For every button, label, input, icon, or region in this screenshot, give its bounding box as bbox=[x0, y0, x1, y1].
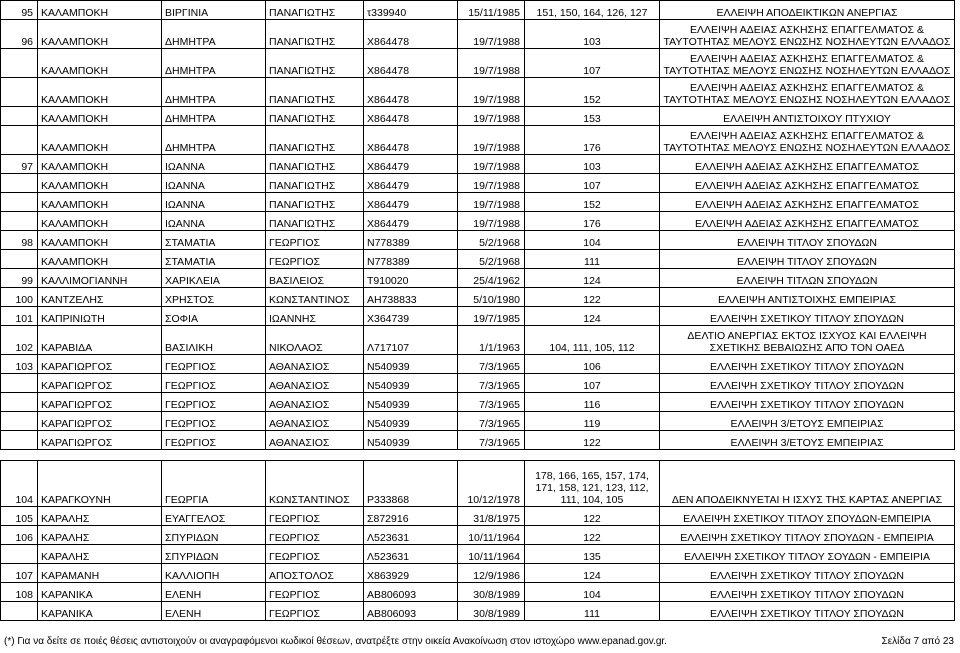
cell-birth-date: 19/7/1988 bbox=[458, 78, 525, 107]
cell-father-name: ΚΩΝΣΤΑΝΤΙΝΟΣ bbox=[266, 461, 364, 507]
cell-father-name: ΑΠΟΣΤΟΛΟΣ bbox=[266, 564, 364, 583]
cell-id-number: Λ523631 bbox=[364, 526, 458, 545]
cell-father-name: ΑΘΑΝΑΣΙΟΣ bbox=[266, 393, 364, 412]
cell-surname: ΚΑΡΑΓΙΩΡΓΟΣ bbox=[38, 431, 162, 450]
cell-rejection-reason: ΕΛΛΕΙΨΗ 3/ΕΤΟΥΣ ΕΜΠΕΙΡΙΑΣ bbox=[660, 431, 955, 450]
cell-rejection-reason: ΕΛΛΕΙΨΗ ΣΧΕΤΙΚΟΥ ΤΙΤΛΟΥ ΣΠΟΥΔΩΝ - ΕΜΠΕΙΡΙΑ bbox=[660, 526, 955, 545]
cell-number: 105 bbox=[1, 507, 38, 526]
cell-number: 95 bbox=[1, 1, 38, 20]
cell-number bbox=[1, 250, 38, 269]
cell-rejection-reason: ΕΛΛΕΙΨΗ ΑΔΕΙΑΣ ΑΣΚΗΣΗΣ ΕΠΑΓΓΕΛΜΑΤΟΣ & ΤΑΥΤΟΤΗΤΑΣ ΜΕΛΟΥΣ ΕΝΩΣΗΣ ΝΟΣΗΛΕΥΤΩΝ ΕΛΛΑΔΟΣ bbox=[660, 78, 955, 107]
cell-number bbox=[1, 393, 38, 412]
cell-number bbox=[1, 212, 38, 231]
cell-id-number: Ν540939 bbox=[364, 355, 458, 374]
cell-rejection-reason: ΕΛΛΕΙΨΗ ΑΝΤΙΣΤΟΙΧΟΥ ΠΤΥΧΙΟΥ bbox=[660, 107, 955, 126]
cell-rejection-reason: ΕΛΛΕΙΨΗ ΣΧΕΤΙΚΟΥ ΤΙΤΛΟΥ ΣΠΟΥΔΩΝ bbox=[660, 355, 955, 374]
cell-id-number: Χ864478 bbox=[364, 107, 458, 126]
cell-id-number: Λ717107 bbox=[364, 326, 458, 355]
cell-father-name: ΠΑΝΑΓΙΩΤΗΣ bbox=[266, 49, 364, 78]
footer-note: (*) Για να δείτε σε ποιές θέσεις αντιστοιχούν οι αναγραφόμενοι κωδικοί θέσεων, ανατρέξτε στην οικεία Ανακοίνωση στον ιστοχώρο www.epanad.gov.gr. bbox=[4, 636, 667, 647]
cell-surname: ΚΑΡΑΓΚΟΥΝΗ bbox=[38, 461, 162, 507]
cell-id-number: Χ863929 bbox=[364, 564, 458, 583]
table-row bbox=[1, 355, 955, 374]
cell-surname: ΚΑΡΑΝΙΚΑ bbox=[38, 583, 162, 602]
cell-number bbox=[1, 193, 38, 212]
table-row bbox=[1, 212, 955, 231]
cell-position-codes: 178, 166, 165, 157, 174, 171, 158, 121, 123, 112, 111, 104, 105 bbox=[525, 461, 660, 507]
cell-id-number: Ν778389 bbox=[364, 231, 458, 250]
cell-number: 102 bbox=[1, 326, 38, 355]
cell-position-codes: 106 bbox=[525, 355, 660, 374]
table-row bbox=[1, 231, 955, 250]
cell-birth-date: 30/8/1989 bbox=[458, 583, 525, 602]
table-row bbox=[1, 1, 955, 20]
cell-birth-date: 19/7/1988 bbox=[458, 174, 525, 193]
cell-surname: ΚΑΛΑΜΠΟΚΗ bbox=[38, 1, 162, 20]
cell-first-name: ΣΟΦΙΑ bbox=[162, 307, 266, 326]
cell-position-codes: 122 bbox=[525, 431, 660, 450]
cell-surname: ΚΑΛΑΜΠΟΚΗ bbox=[38, 49, 162, 78]
cell-surname: ΚΑΛΛΙΜΟΓΙΑΝΝΗ bbox=[38, 269, 162, 288]
cell-id-number: Χ864479 bbox=[364, 193, 458, 212]
table-row bbox=[1, 393, 955, 412]
cell-rejection-reason: ΕΛΛΕΙΨΗ ΣΧΕΤΙΚΟΥ ΤΙΤΛΟΥ ΣΠΟΥΔΩΝ bbox=[660, 564, 955, 583]
cell-birth-date: 25/4/1962 bbox=[458, 269, 525, 288]
table-row bbox=[1, 545, 955, 564]
cell-rejection-reason: ΕΛΛΕΙΨΗ ΣΧΕΤΙΚΟΥ ΤΙΤΛΟΥ ΣΠΟΥΔΩΝ bbox=[660, 307, 955, 326]
cell-father-name: ΓΕΩΡΓΙΟΣ bbox=[266, 545, 364, 564]
cell-first-name: ΙΩΑΝΝΑ bbox=[162, 155, 266, 174]
cell-birth-date: 5/2/1968 bbox=[458, 231, 525, 250]
cell-position-codes: 153 bbox=[525, 107, 660, 126]
cell-father-name: ΠΑΝΑΓΙΩΤΗΣ bbox=[266, 78, 364, 107]
cell-birth-date: 1/1/1963 bbox=[458, 326, 525, 355]
table-row bbox=[1, 374, 955, 393]
cell-number bbox=[1, 374, 38, 393]
cell-position-codes: 151, 150, 164, 126, 127 bbox=[525, 1, 660, 20]
cell-birth-date: 7/3/1965 bbox=[458, 355, 525, 374]
cell-position-codes: 104 bbox=[525, 583, 660, 602]
cell-birth-date: 7/3/1965 bbox=[458, 374, 525, 393]
cell-rejection-reason: ΕΛΛΕΙΨΗ ΣΧΕΤΙΚΟΥ ΤΙΤΛΟΥ ΣΠΟΥΔΩΝ bbox=[660, 602, 955, 621]
cell-position-codes: 103 bbox=[525, 20, 660, 49]
cell-first-name: ΒΙΡΓΙΝΙΑ bbox=[162, 1, 266, 20]
cell-number: 104 bbox=[1, 461, 38, 507]
cell-position-codes: 124 bbox=[525, 307, 660, 326]
cell-birth-date: 19/7/1988 bbox=[458, 212, 525, 231]
cell-id-number: ΑΒ806093 bbox=[364, 602, 458, 621]
cell-surname: ΚΑΡΑΛΗΣ bbox=[38, 526, 162, 545]
table-row bbox=[1, 174, 955, 193]
cell-birth-date: 10/11/1964 bbox=[458, 545, 525, 564]
cell-position-codes: 111 bbox=[525, 602, 660, 621]
cell-birth-date: 12/9/1986 bbox=[458, 564, 525, 583]
cell-surname: ΚΑΡΑΜΑΝΗ bbox=[38, 564, 162, 583]
cell-position-codes: 176 bbox=[525, 212, 660, 231]
cell-surname: ΚΑΛΑΜΠΟΚΗ bbox=[38, 78, 162, 107]
cell-position-codes: 107 bbox=[525, 174, 660, 193]
cell-rejection-reason: ΕΛΛΕΙΨΗ ΣΧΕΤΙΚΟΥ ΤΙΤΛΟΥ ΣΠΟΥΔΩΝ-ΕΜΠΕΙΡΙΑ bbox=[660, 507, 955, 526]
cell-id-number: Ν540939 bbox=[364, 374, 458, 393]
cell-father-name: ΓΕΩΡΓΙΟΣ bbox=[266, 602, 364, 621]
cell-first-name: ΓΕΩΡΓΙΑ bbox=[162, 461, 266, 507]
cell-father-name: ΠΑΝΑΓΙΩΤΗΣ bbox=[266, 174, 364, 193]
cell-position-codes: 176 bbox=[525, 126, 660, 155]
cell-father-name: ΝΙΚΟΛΑΟΣ bbox=[266, 326, 364, 355]
cell-surname: ΚΑΛΑΜΠΟΚΗ bbox=[38, 155, 162, 174]
cell-father-name: ΠΑΝΑΓΙΩΤΗΣ bbox=[266, 1, 364, 20]
cell-position-codes: 104, 111, 105, 112 bbox=[525, 326, 660, 355]
cell-rejection-reason: ΕΛΛΕΙΨΗ ΤΙΤΛΟΥ ΣΠΟΥΔΩΝ bbox=[660, 250, 955, 269]
results-table-body bbox=[1, 1, 955, 621]
cell-position-codes: 111 bbox=[525, 250, 660, 269]
cell-surname: ΚΑΡΑΓΙΩΡΓΟΣ bbox=[38, 355, 162, 374]
cell-id-number: Χ864478 bbox=[364, 78, 458, 107]
cell-number: 107 bbox=[1, 564, 38, 583]
cell-birth-date: 7/3/1965 bbox=[458, 412, 525, 431]
cell-number bbox=[1, 126, 38, 155]
cell-rejection-reason: ΕΛΛΕΙΨΗ ΑΝΤΙΣΤΟΙΧΗΣ ΕΜΠΕΙΡΙΑΣ bbox=[660, 288, 955, 307]
cell-first-name: ΣΤΑΜΑΤΙΑ bbox=[162, 250, 266, 269]
cell-id-number: Χ864478 bbox=[364, 126, 458, 155]
cell-surname: ΚΑΛΑΜΠΟΚΗ bbox=[38, 212, 162, 231]
cell-first-name: ΓΕΩΡΓΙΟΣ bbox=[162, 431, 266, 450]
cell-rejection-reason: ΕΛΛΕΙΨΗ ΑΔΕΙΑΣ ΑΣΚΗΣΗΣ ΕΠΑΓΓΕΛΜΑΤΟΣ bbox=[660, 174, 955, 193]
table-row bbox=[1, 250, 955, 269]
cell-first-name: ΧΡΗΣΤΟΣ bbox=[162, 288, 266, 307]
cell-id-number: Χ864478 bbox=[364, 20, 458, 49]
cell-father-name: ΠΑΝΑΓΙΩΤΗΣ bbox=[266, 20, 364, 49]
cell-first-name: ΙΩΑΝΝΑ bbox=[162, 212, 266, 231]
cell-birth-date: 19/7/1988 bbox=[458, 155, 525, 174]
cell-birth-date: 19/7/1988 bbox=[458, 193, 525, 212]
cell-father-name: ΓΕΩΡΓΙΟΣ bbox=[266, 250, 364, 269]
cell-position-codes: 152 bbox=[525, 193, 660, 212]
cell-number bbox=[1, 412, 38, 431]
cell-rejection-reason: ΕΛΛΕΙΨΗ ΑΔΕΙΑΣ ΑΣΚΗΣΗΣ ΕΠΑΓΓΕΛΜΑΤΟΣ & ΤΑΥΤΟΤΗΤΑΣ ΜΕΛΟΥΣ ΕΝΩΣΗΣ ΝΟΣΗΛΕΥΤΩΝ ΕΛΛΑΔΟΣ bbox=[660, 49, 955, 78]
cell-birth-date: 5/2/1968 bbox=[458, 250, 525, 269]
cell-rejection-reason: ΕΛΛΕΙΨΗ ΤΙΤΛΩΝ ΣΠΟΥΔΩΝ bbox=[660, 269, 955, 288]
cell-father-name: ΓΕΩΡΓΙΟΣ bbox=[266, 507, 364, 526]
table-row bbox=[1, 107, 955, 126]
table-row bbox=[1, 564, 955, 583]
cell-first-name: ΓΕΩΡΓΙΟΣ bbox=[162, 412, 266, 431]
cell-surname: ΚΑΛΑΜΠΟΚΗ bbox=[38, 231, 162, 250]
cell-first-name: ΔΗΜΗΤΡΑ bbox=[162, 126, 266, 155]
cell-number bbox=[1, 49, 38, 78]
cell-birth-date: 15/11/1985 bbox=[458, 1, 525, 20]
cell-first-name: ΓΕΩΡΓΙΟΣ bbox=[162, 393, 266, 412]
cell-id-number: ΑΒ806093 bbox=[364, 583, 458, 602]
cell-first-name: ΓΕΩΡΓΙΟΣ bbox=[162, 374, 266, 393]
cell-father-name: ΑΘΑΝΑΣΙΟΣ bbox=[266, 412, 364, 431]
table-row bbox=[1, 507, 955, 526]
cell-number: 100 bbox=[1, 288, 38, 307]
cell-id-number: Χ864478 bbox=[364, 49, 458, 78]
cell-first-name: ΕΥΑΓΓΕΛΟΣ bbox=[162, 507, 266, 526]
cell-surname: ΚΑΡΑΓΙΩΡΓΟΣ bbox=[38, 374, 162, 393]
table-row bbox=[1, 288, 955, 307]
cell-rejection-reason: ΕΛΛΕΙΨΗ ΑΔΕΙΑΣ ΑΣΚΗΣΗΣ ΕΠΑΓΓΕΛΜΑΤΟΣ bbox=[660, 212, 955, 231]
cell-id-number: Ν540939 bbox=[364, 412, 458, 431]
cell-first-name: ΚΑΛΛΙΟΠΗ bbox=[162, 564, 266, 583]
cell-first-name: ΕΛΕΝΗ bbox=[162, 583, 266, 602]
table-row bbox=[1, 155, 955, 174]
cell-position-codes: 107 bbox=[525, 374, 660, 393]
cell-number: 106 bbox=[1, 526, 38, 545]
cell-first-name: ΔΗΜΗΤΡΑ bbox=[162, 78, 266, 107]
cell-surname: ΚΑΡΑΓΙΩΡΓΟΣ bbox=[38, 412, 162, 431]
cell-first-name: ΒΑΣΙΛΙΚΗ bbox=[162, 326, 266, 355]
cell-rejection-reason: ΔΕΝ ΑΠΟΔΕΙΚΝΥΕΤΑΙ Η ΙΣΧΥΣ ΤΗΣ ΚΑΡΤΑΣ ΑΝΕΡΓΙΑΣ bbox=[660, 461, 955, 507]
cell-position-codes: 119 bbox=[525, 412, 660, 431]
cell-first-name: ΣΤΑΜΑΤΙΑ bbox=[162, 231, 266, 250]
cell-number bbox=[1, 78, 38, 107]
cell-rejection-reason: ΕΛΛΕΙΨΗ ΑΔΕΙΑΣ ΑΣΚΗΣΗΣ ΕΠΑΓΓΕΛΜΑΤΟΣ & ΤΑΥΤΟΤΗΤΑΣ ΜΕΛΟΥΣ ΕΝΩΣΗΣ ΝΟΣΗΛΕΥΤΩΝ ΕΛΛΑΔΟΣ bbox=[660, 20, 955, 49]
cell-position-codes: 122 bbox=[525, 526, 660, 545]
cell-first-name: ΔΗΜΗΤΡΑ bbox=[162, 49, 266, 78]
cell-father-name: ΑΘΑΝΑΣΙΟΣ bbox=[266, 355, 364, 374]
cell-first-name: ΔΗΜΗΤΡΑ bbox=[162, 20, 266, 49]
cell-id-number: τ339940 bbox=[364, 1, 458, 20]
cell-birth-date: 19/7/1988 bbox=[458, 20, 525, 49]
cell-id-number: Σ872916 bbox=[364, 507, 458, 526]
table-row bbox=[1, 326, 955, 355]
cell-birth-date: 30/8/1989 bbox=[458, 602, 525, 621]
cell-birth-date: 19/7/1988 bbox=[458, 107, 525, 126]
cell-position-codes: 122 bbox=[525, 507, 660, 526]
table-spacer-row bbox=[1, 450, 955, 461]
cell-id-number: Ν778389 bbox=[364, 250, 458, 269]
cell-id-number: Χ864479 bbox=[364, 155, 458, 174]
cell-id-number: Χ364739 bbox=[364, 307, 458, 326]
cell-father-name: ΠΑΝΑΓΙΩΤΗΣ bbox=[266, 193, 364, 212]
cell-number: 108 bbox=[1, 583, 38, 602]
cell-birth-date: 7/3/1965 bbox=[458, 393, 525, 412]
cell-rejection-reason: ΕΛΛΕΙΨΗ ΣΧΕΤΙΚΟΥ ΤΙΤΛΟΥ ΣΠΟΥΔΩΝ bbox=[660, 374, 955, 393]
cell-father-name: ΒΑΣΙΛΕΙΟΣ bbox=[266, 269, 364, 288]
cell-rejection-reason: ΕΛΛΕΙΨΗ ΑΔΕΙΑΣ ΑΣΚΗΣΗΣ ΕΠΑΓΓΕΛΜΑΤΟΣ bbox=[660, 155, 955, 174]
cell-birth-date: 10/11/1964 bbox=[458, 526, 525, 545]
cell-first-name: ΙΩΑΝΝΑ bbox=[162, 193, 266, 212]
cell-id-number: Χ864479 bbox=[364, 212, 458, 231]
cell-position-codes: 116 bbox=[525, 393, 660, 412]
table-row bbox=[1, 431, 955, 450]
cell-first-name: ΓΕΩΡΓΙΟΣ bbox=[162, 355, 266, 374]
cell-birth-date: 19/7/1985 bbox=[458, 307, 525, 326]
cell-number bbox=[1, 602, 38, 621]
cell-father-name: ΓΕΩΡΓΙΟΣ bbox=[266, 583, 364, 602]
cell-surname: ΚΑΡΑΒΙΔΑ bbox=[38, 326, 162, 355]
cell-first-name: ΙΩΑΝΝΑ bbox=[162, 174, 266, 193]
cell-number: 101 bbox=[1, 307, 38, 326]
cell-position-codes: 104 bbox=[525, 231, 660, 250]
cell-surname: ΚΑΛΑΜΠΟΚΗ bbox=[38, 107, 162, 126]
cell-rejection-reason: ΕΛΛΕΙΨΗ ΑΔΕΙΑΣ ΑΣΚΗΣΗΣ ΕΠΑΓΓΕΛΜΑΤΟΣ & ΤΑΥΤΟΤΗΤΑΣ ΜΕΛΟΥΣ ΕΝΩΣΗΣ ΝΟΣΗΛΕΥΤΩΝ ΕΛΛΑΔΟΣ bbox=[660, 126, 955, 155]
cell-position-codes: 135 bbox=[525, 545, 660, 564]
cell-father-name: ΠΑΝΑΓΙΩΤΗΣ bbox=[266, 126, 364, 155]
cell-father-name: ΠΑΝΑΓΙΩΤΗΣ bbox=[266, 212, 364, 231]
cell-surname: ΚΑΝΤΖΕΛΗΣ bbox=[38, 288, 162, 307]
cell-number: 97 bbox=[1, 155, 38, 174]
cell-position-codes: 124 bbox=[525, 564, 660, 583]
cell-position-codes: 103 bbox=[525, 155, 660, 174]
cell-surname: ΚΑΡΑΛΗΣ bbox=[38, 545, 162, 564]
cell-number bbox=[1, 174, 38, 193]
cell-first-name: ΣΠΥΡΙΔΩΝ bbox=[162, 526, 266, 545]
table-row bbox=[1, 126, 955, 155]
cell-first-name: ΕΛΕΝΗ bbox=[162, 602, 266, 621]
table-row bbox=[1, 78, 955, 107]
cell-father-name: ΓΕΩΡΓΙΟΣ bbox=[266, 231, 364, 250]
cell-id-number: ΑΗ738833 bbox=[364, 288, 458, 307]
cell-id-number: Ν540939 bbox=[364, 393, 458, 412]
cell-surname: ΚΑΡΑΛΗΣ bbox=[38, 507, 162, 526]
cell-birth-date: 19/7/1988 bbox=[458, 126, 525, 155]
cell-id-number: Τ910020 bbox=[364, 269, 458, 288]
cell-surname: ΚΑΡΑΓΙΩΡΓΟΣ bbox=[38, 393, 162, 412]
cell-id-number: Λ523631 bbox=[364, 545, 458, 564]
cell-number: 98 bbox=[1, 231, 38, 250]
cell-surname: ΚΑΛΑΜΠΟΚΗ bbox=[38, 193, 162, 212]
cell-birth-date: 10/12/1978 bbox=[458, 461, 525, 507]
cell-id-number: Χ864479 bbox=[364, 174, 458, 193]
cell-number bbox=[1, 107, 38, 126]
cell-father-name: ΠΑΝΑΓΙΩΤΗΣ bbox=[266, 155, 364, 174]
cell-birth-date: 5/10/1980 bbox=[458, 288, 525, 307]
cell-first-name: ΣΠΥΡΙΔΩΝ bbox=[162, 545, 266, 564]
cell-rejection-reason: ΔΕΛΤΙΟ ΑΝΕΡΓΙΑΣ ΕΚΤΟΣ ΙΣΧΥΟΣ ΚΑΙ ΕΛΛΕΙΨΗ ΣΧΕΤΙΚΗΣ ΒΕΒΑΙΩΣΗΣ ΑΠΌ ΤΟΝ ΟΑΕΔ bbox=[660, 326, 955, 355]
cell-position-codes: 152 bbox=[525, 78, 660, 107]
cell-rejection-reason: ΕΛΛΕΙΨΗ ΣΧΕΤΙΚΟΥ ΤΙΤΛΟΥ ΣΟΥΔΩΝ - ΕΜΠΕΙΡΙΑ bbox=[660, 545, 955, 564]
cell-rejection-reason: ΕΛΛΕΙΨΗ ΣΧΕΤΙΚΟΥ ΤΙΤΛΟΥ ΣΠΟΥΔΩΝ bbox=[660, 393, 955, 412]
cell-father-name: ΑΘΑΝΑΣΙΟΣ bbox=[266, 374, 364, 393]
table-row bbox=[1, 269, 955, 288]
cell-surname: ΚΑΛΑΜΠΟΚΗ bbox=[38, 126, 162, 155]
cell-father-name: ΙΩΑΝΝΗΣ bbox=[266, 307, 364, 326]
cell-first-name: ΧΑΡΙΚΛΕΙΑ bbox=[162, 269, 266, 288]
table-row bbox=[1, 20, 955, 49]
table-row bbox=[1, 583, 955, 602]
cell-position-codes: 107 bbox=[525, 49, 660, 78]
table-row bbox=[1, 461, 955, 507]
cell-birth-date: 19/7/1988 bbox=[458, 49, 525, 78]
cell-surname: ΚΑΛΑΜΠΟΚΗ bbox=[38, 174, 162, 193]
cell-number: 96 bbox=[1, 20, 38, 49]
table-row bbox=[1, 412, 955, 431]
table-row bbox=[1, 307, 955, 326]
cell-father-name: ΚΩΝΣΤΑΝΤΙΝΟΣ bbox=[266, 288, 364, 307]
cell-birth-date: 7/3/1965 bbox=[458, 431, 525, 450]
cell-rejection-reason: ΕΛΛΕΙΨΗ ΑΠΟΔΕΙΚΤΙΚΩΝ ΑΝΕΡΓΙΑΣ bbox=[660, 1, 955, 20]
cell-number: 103 bbox=[1, 355, 38, 374]
table-row bbox=[1, 193, 955, 212]
cell-rejection-reason: ΕΛΛΕΙΨΗ 3/ΕΤΟΥΣ ΕΜΠΕΙΡΙΑΣ bbox=[660, 412, 955, 431]
cell-number: 99 bbox=[1, 269, 38, 288]
cell-father-name: ΠΑΝΑΓΙΩΤΗΣ bbox=[266, 107, 364, 126]
cell-number bbox=[1, 431, 38, 450]
cell-rejection-reason: ΕΛΛΕΙΨΗ ΑΔΕΙΑΣ ΑΣΚΗΣΗΣ ΕΠΑΓΓΕΛΜΑΤΟΣ bbox=[660, 193, 955, 212]
cell-surname: ΚΑΛΑΜΠΟΚΗ bbox=[38, 250, 162, 269]
cell-surname: ΚΑΛΑΜΠΟΚΗ bbox=[38, 20, 162, 49]
cell-father-name: ΓΕΩΡΓΙΟΣ bbox=[266, 526, 364, 545]
table-row bbox=[1, 526, 955, 545]
table-row bbox=[1, 602, 955, 621]
cell-id-number: Ρ333868 bbox=[364, 461, 458, 507]
cell-number bbox=[1, 545, 38, 564]
cell-rejection-reason: ΕΛΛΕΙΨΗ ΤΙΤΛΟΥ ΣΠΟΥΔΩΝ bbox=[660, 231, 955, 250]
spacer-cell bbox=[1, 450, 955, 461]
cell-first-name: ΔΗΜΗΤΡΑ bbox=[162, 107, 266, 126]
cell-birth-date: 31/8/1975 bbox=[458, 507, 525, 526]
cell-id-number: Ν540939 bbox=[364, 431, 458, 450]
table-row bbox=[1, 49, 955, 78]
cell-rejection-reason: ΕΛΛΕΙΨΗ ΣΧΕΤΙΚΟΥ ΤΙΤΛΟΥ ΣΠΟΥΔΩΝ bbox=[660, 583, 955, 602]
cell-father-name: ΑΘΑΝΑΣΙΟΣ bbox=[266, 431, 364, 450]
cell-surname: ΚΑΠΡΙΝΙΩΤΗ bbox=[38, 307, 162, 326]
cell-surname: ΚΑΡΑΝΙΚΑ bbox=[38, 602, 162, 621]
cell-position-codes: 122 bbox=[525, 288, 660, 307]
cell-position-codes: 124 bbox=[525, 269, 660, 288]
page-number: Σελίδα 7 από 23 bbox=[881, 636, 954, 647]
